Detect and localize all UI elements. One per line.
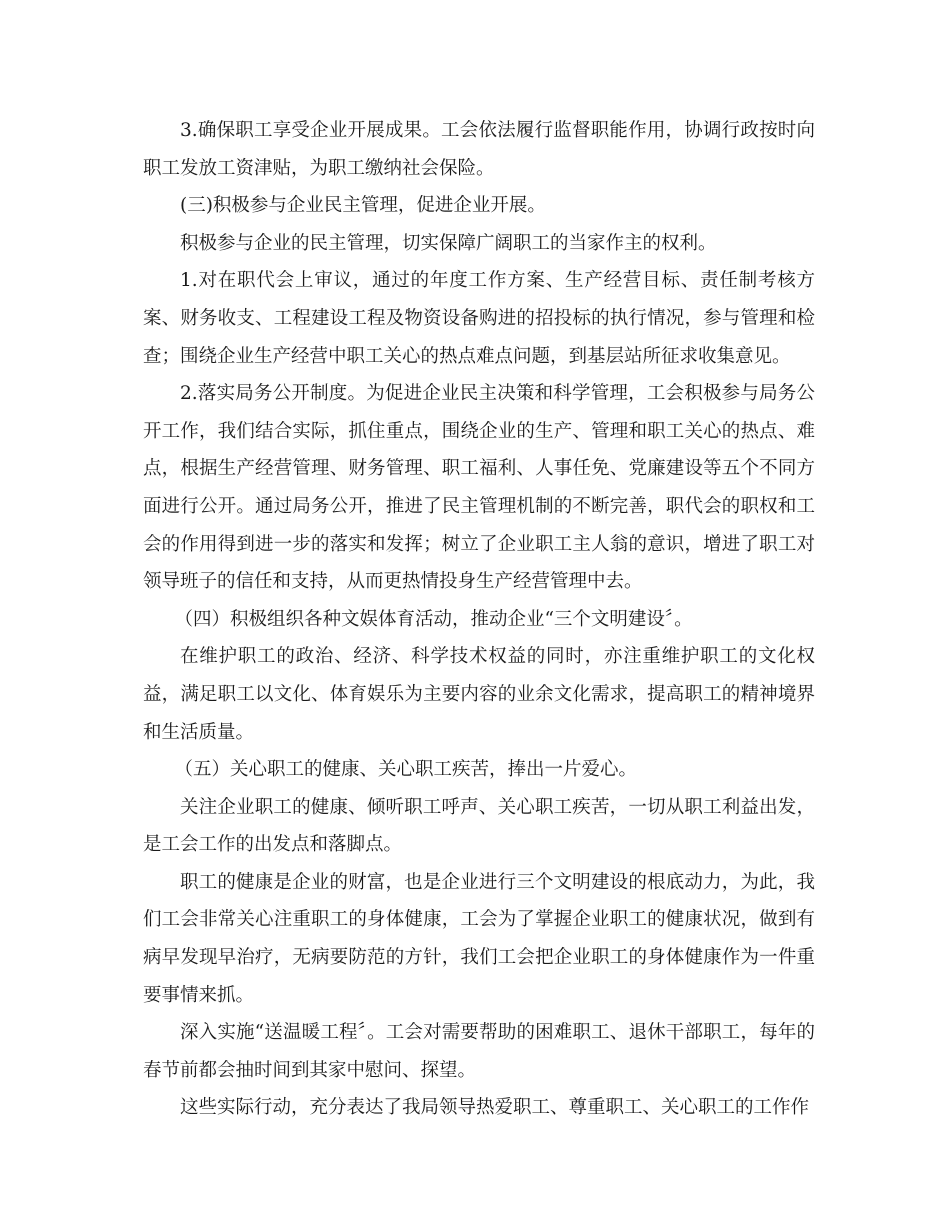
section-heading-3: (三)积极参与企业民主管理，促进企业开展。 <box>180 195 546 217</box>
paragraph-actions: 这些实际行动，充分表达了我局领导热爱职工、尊重职工、关心职工的工作作 <box>180 1097 810 1119</box>
paragraph-item-3-guarantee: 3.确保职工享受企业开展成果。工会依法履行监督职能作用，协调行政按时向职工发放工资津贴，为职工缴纳社会保险。 <box>143 120 815 179</box>
paragraph-health: 职工的健康是企业的财富，也是企业进行三个文明建设的根底动力，为此，我们工会非常关心注重职工的身体健康，工会为了掌握企业职工的健康状况，做到有病早发现早治疗，无病要防范的方针，我们工会把企业职工的身体健康作为一件重要事情来抓。 <box>143 871 815 1006</box>
paragraph-care-workers: 关注企业职工的健康、倾听职工呼声、关心职工疾苦，一切从职工利益出发，是工会工作的出发点和落脚点。 <box>143 796 815 856</box>
paragraph-warmth-project: 深入实施“送温暖工程〞。工会对需要帮助的困难职工、退休干部职工，每年的春节前都会抽时间到其家中慰问、探望。 <box>143 1022 815 1081</box>
document-page <box>143 112 815 1127</box>
section-heading-5: （五）关心职工的健康、关心职工疾苦，捧出一片爱心。 <box>174 759 637 781</box>
paragraph-item-1-review: 1.对在职代会上审议，通过的年度工作方案、生产经营目标、责任制考核方案、财务收支、工程建设工程及物资设备购进的招投标的执行情况，参与管理和检查；围绕企业生产经营中职工关心的热点难点问题，到基层站所征求收集意见。 <box>143 270 815 367</box>
paragraph-item-2-disclosure: 2.落实局务公开制度。为促进企业民主决策和科学管理，工会积极参与局务公开工作，我们结合实际，抓住重点，围绕企业的生产、管理和职工关心的热点、难点，根据生产经营管理、财务管理、职工福利、人事任免、党廉建设等五个不同方面进行公开。通过局务公开，推进了民主管理机制的不断完善，职代会的职权和工会的作用得到进一步的落实和发挥；树立了企业职工主人翁的意识，增进了职工对领导班子的信任和支持，从而更热情投身生产经营管理中去。 <box>143 383 815 593</box>
paragraph-democratic-management: 积极参与企业的民主管理，切实保障广阔职工的当家作主的权利。 <box>180 232 717 254</box>
section-heading-4: （四）积极组织各种文娱体育活动，推动企业“三个文明建设〞。 <box>174 608 693 630</box>
paragraph-cultural-rights: 在维护职工的政治、经济、科学技术权益的同时，亦注重维护职工的文化权益，满足职工以文化、体育娱乐为主要内容的业余文化需求，提高职工的精神境界和生活质量。 <box>143 646 815 743</box>
